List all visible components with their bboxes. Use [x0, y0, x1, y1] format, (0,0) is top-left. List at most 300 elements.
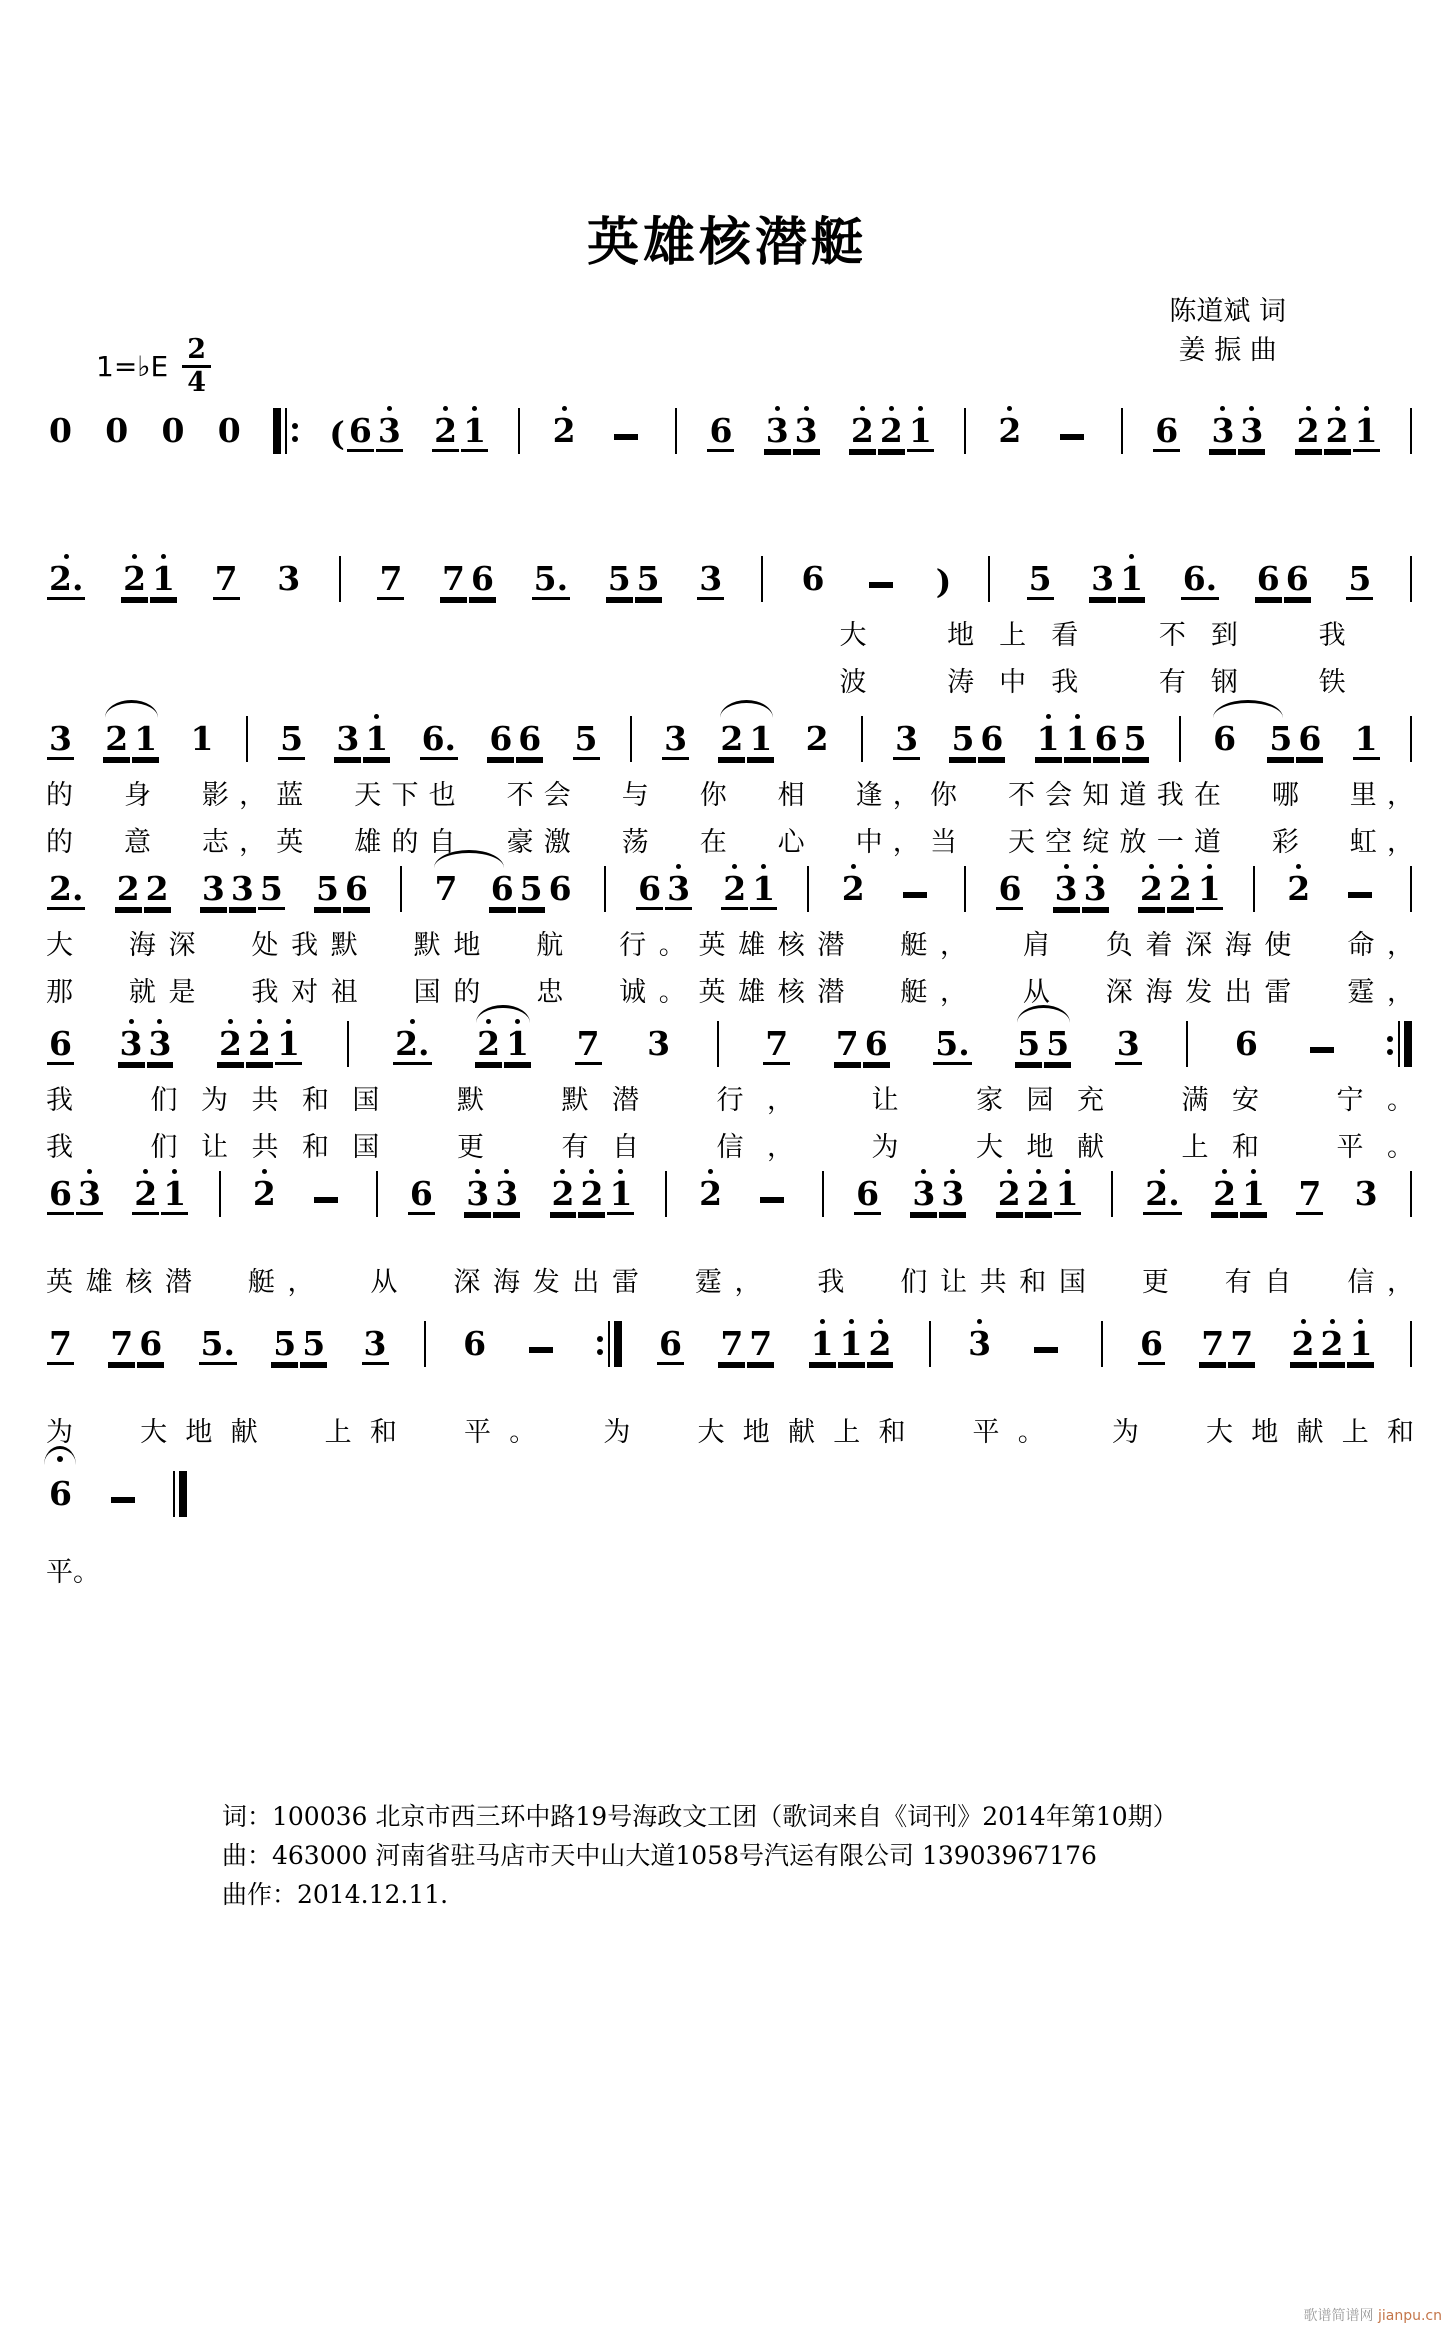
note	[132, 1165, 159, 1215]
note-number: 7	[576, 1024, 600, 1063]
note-number: 2	[123, 559, 147, 598]
note-number: 3	[895, 719, 919, 758]
octave-dot-icon	[132, 554, 137, 559]
note	[978, 710, 1005, 760]
note-number: 2	[252, 1174, 276, 1213]
beat-cell	[1352, 1165, 1381, 1221]
note	[47, 1465, 74, 1515]
note-number: 0	[217, 411, 241, 450]
footer-info	[222, 1798, 1178, 1914]
beat-cell	[171, 1471, 189, 1521]
octave-dot-icon	[676, 864, 681, 869]
note	[838, 1315, 865, 1365]
note	[47, 1165, 74, 1215]
note-number: 6.	[1182, 559, 1218, 598]
note	[300, 1315, 327, 1365]
watermark-domain: jianpu.cn	[1377, 2308, 1442, 2324]
note-number: 1	[506, 1024, 530, 1063]
music-system	[46, 1155, 1414, 1300]
note	[1196, 860, 1223, 910]
note-number: 5	[302, 1324, 326, 1363]
note-number: 1	[463, 411, 487, 450]
barline-icon	[376, 1171, 378, 1217]
note	[1118, 550, 1145, 600]
beat-cell	[1210, 710, 1239, 766]
octave-dot-icon	[286, 1019, 291, 1024]
repeat-dots-icon	[1387, 1036, 1393, 1055]
music-system	[46, 1005, 1414, 1165]
note-number: 1	[1354, 719, 1378, 758]
note-number: 7	[434, 869, 458, 908]
beat-cell	[212, 550, 241, 606]
note	[487, 710, 514, 760]
note	[275, 1015, 302, 1065]
beat-cell	[661, 710, 690, 766]
note	[1143, 1165, 1181, 1215]
note	[1053, 860, 1080, 910]
octave-dot-icon	[1046, 714, 1051, 719]
beat-cell	[392, 1015, 432, 1071]
barline-icon	[822, 1171, 824, 1217]
note-number: 6	[471, 559, 494, 598]
barline-icon	[339, 556, 341, 602]
note-number: 3	[119, 1024, 143, 1063]
beat-cell	[328, 402, 404, 458]
note-number: 6	[1234, 1024, 1258, 1063]
note	[1093, 710, 1120, 760]
beat-cell	[376, 550, 405, 606]
note-number: 5.	[200, 1324, 235, 1363]
note-number: 2	[551, 1174, 575, 1213]
beat-cell	[574, 1015, 603, 1071]
note	[275, 550, 302, 600]
notation-row	[46, 700, 1414, 766]
beat-cell	[962, 408, 968, 458]
note-number: 3	[699, 559, 723, 598]
phrase-paren: )	[935, 562, 952, 601]
beat-cell	[759, 556, 765, 606]
note-number: 5	[259, 869, 283, 908]
repeat-barline-icon	[273, 408, 281, 454]
octave-dot-icon	[1036, 1169, 1041, 1174]
note-number: 2	[1320, 1324, 1344, 1363]
note-number: 6	[638, 869, 662, 908]
note	[504, 1015, 531, 1065]
note	[1122, 710, 1149, 760]
octave-dot-icon	[1251, 1169, 1256, 1174]
beat-cell	[463, 1165, 521, 1221]
beat-cell	[103, 1497, 143, 1521]
note	[493, 1165, 520, 1215]
barline-icon	[675, 408, 677, 454]
note	[707, 402, 734, 452]
note	[271, 1315, 298, 1365]
note	[1319, 1315, 1346, 1365]
note-number: 3	[495, 1174, 519, 1213]
beat-cell	[1408, 408, 1414, 458]
beat-cell	[808, 1315, 895, 1371]
beat-cell	[696, 550, 725, 606]
note-number: 3	[667, 869, 691, 908]
repeat-barline-icon	[179, 1471, 187, 1517]
beat-cell	[131, 1165, 189, 1221]
note	[697, 550, 724, 600]
beat-cell	[895, 892, 935, 916]
lyric-row: 的 身 影，蓝 天下也 不会 与 你 相 逢，你 不会知道我在 哪 里，	[46, 780, 1414, 811]
note-number: 1	[365, 719, 389, 758]
note	[1138, 1315, 1165, 1365]
octave-dot-icon	[1207, 864, 1212, 869]
octave-dot-icon	[589, 1169, 594, 1174]
note-number: 6	[659, 1324, 683, 1363]
note-number: 3	[1354, 1174, 1378, 1213]
barline-icon	[1410, 1171, 1412, 1217]
note	[516, 710, 543, 760]
note-number: 7	[720, 1324, 744, 1363]
beat-cell	[1137, 1315, 1166, 1371]
note	[251, 1165, 278, 1215]
note-number: 5	[574, 719, 598, 758]
beat-cell	[102, 402, 131, 458]
octave-dot-icon	[262, 1169, 267, 1174]
note-number: 7	[1201, 1324, 1225, 1363]
beat-cell	[361, 1315, 390, 1371]
beat-cell	[995, 860, 1024, 916]
octave-dot-icon	[1093, 864, 1098, 869]
beat-cell	[1034, 710, 1150, 766]
repeat-barline-icon	[173, 1471, 175, 1517]
note	[747, 1315, 774, 1365]
beat-cell	[995, 1165, 1082, 1221]
note-number: 2	[145, 869, 169, 908]
barline-icon	[1101, 1321, 1103, 1367]
note	[147, 1015, 174, 1065]
beat-cell	[1408, 1171, 1414, 1221]
footer-composition-date: 曲作：2014.12.11.	[222, 1879, 449, 1909]
beat-cell	[407, 1165, 436, 1221]
note	[1296, 710, 1323, 760]
note-number: 3	[941, 1174, 965, 1213]
octave-dot-icon	[443, 406, 448, 411]
note	[229, 860, 256, 910]
note	[636, 860, 663, 910]
note	[518, 860, 545, 910]
lyric-row: 为 大地献 上和 平。 为 大地献上和 平。 为 大地献上和	[46, 1417, 1414, 1448]
note-number: 5	[519, 869, 543, 908]
beat-cell	[656, 1315, 685, 1371]
note-number: 6	[463, 1324, 487, 1363]
note-number: 2	[116, 869, 140, 908]
note-number: 3	[377, 411, 401, 450]
note	[1295, 402, 1322, 452]
beat-cell	[859, 716, 865, 766]
note	[343, 860, 370, 910]
note	[1346, 550, 1373, 600]
beat-cell	[986, 556, 992, 606]
beat-cell	[337, 556, 343, 606]
note	[115, 860, 142, 910]
note-number: 3	[363, 1324, 387, 1363]
note-number: 1	[609, 1174, 633, 1213]
octave-dot-icon	[228, 1019, 233, 1024]
beat-cell	[1180, 550, 1220, 606]
note	[933, 1015, 971, 1065]
note	[362, 1315, 389, 1365]
octave-dot-icon	[775, 406, 780, 411]
octave-dot-icon	[143, 1169, 148, 1174]
beat-cell	[244, 716, 250, 766]
sustain-dash-icon	[1310, 1047, 1334, 1053]
note	[804, 710, 831, 760]
note-number: 2.	[1145, 1174, 1180, 1213]
barline-icon	[1253, 866, 1255, 912]
beat-cell	[1352, 710, 1381, 766]
note	[376, 402, 403, 452]
octave-dot-icon	[486, 1019, 491, 1024]
note	[867, 1315, 894, 1365]
beat-cell	[422, 1321, 428, 1371]
note	[849, 402, 876, 452]
barline-icon	[518, 408, 520, 454]
note-number: 1	[1036, 719, 1060, 758]
note-number: 5	[636, 559, 660, 598]
octave-dot-icon	[64, 554, 69, 559]
note-number: 6	[1213, 719, 1237, 758]
beat-cell	[853, 1165, 882, 1221]
beat-cell	[644, 1015, 673, 1071]
barline-icon	[964, 408, 966, 454]
notation-row	[46, 1005, 1414, 1071]
time-signature-numerator: 2	[182, 336, 211, 368]
note	[551, 402, 578, 452]
note-number: 5	[1269, 719, 1293, 758]
note-number: 0	[161, 411, 185, 450]
key-signature: 1=♭E	[96, 350, 169, 384]
note-number: 2	[248, 1024, 271, 1063]
beat-cell	[635, 860, 693, 916]
note-number: 6	[49, 1024, 72, 1063]
note	[635, 550, 662, 600]
note	[1138, 860, 1165, 910]
notation-row	[46, 1155, 1414, 1221]
lyric-row: 的 意 志，英 雄的自 豪激 荡 在 心 中，当 天空绽放一道 彩 虹，	[46, 827, 1414, 859]
note	[160, 402, 187, 452]
note	[47, 402, 74, 452]
beat-cell	[663, 1171, 669, 1221]
note-number: 5	[1348, 559, 1372, 598]
note-number: 5	[273, 1324, 297, 1363]
note-number: 1	[1065, 719, 1089, 758]
note	[213, 550, 240, 600]
note	[607, 1165, 634, 1215]
note-number: 1	[134, 719, 158, 758]
note	[1285, 860, 1312, 910]
octave-dot-icon	[1064, 864, 1069, 869]
note-number: 1	[810, 1324, 834, 1363]
beat-cell	[833, 1015, 891, 1071]
music-system	[46, 700, 1414, 860]
sustain-dash-icon	[314, 1197, 338, 1203]
note	[189, 710, 216, 760]
footer-composer-address: 曲：463000 河南省驻马店市天中山大道1058号汽运有限公司 13903967176	[222, 1840, 1097, 1870]
note-number: 2	[868, 1324, 892, 1363]
note-number: 0	[105, 411, 129, 450]
note	[1228, 1315, 1255, 1365]
repeat-barline-icon	[285, 408, 287, 454]
barline-icon	[861, 716, 863, 762]
beat-cell	[909, 1165, 967, 1221]
octave-dot-icon	[1301, 1319, 1306, 1324]
composer-credit: 姜 振 曲	[1178, 335, 1277, 367]
note-number: 3	[794, 411, 818, 450]
note	[1211, 710, 1238, 760]
octave-dot-icon	[410, 1019, 415, 1024]
beat-cell	[839, 860, 868, 916]
barline-icon	[929, 1321, 931, 1367]
beat-cell	[602, 866, 608, 916]
note-number: 6	[409, 1174, 433, 1213]
fermata-dot-icon	[57, 1456, 63, 1462]
beat-cell	[1208, 402, 1266, 458]
beat-cell	[1088, 550, 1146, 606]
note	[793, 402, 820, 452]
beat-cell	[374, 1171, 380, 1221]
octave-dot-icon	[129, 1019, 134, 1024]
note	[1035, 710, 1062, 760]
octave-dot-icon	[1160, 1169, 1165, 1174]
barline-icon	[1121, 408, 1123, 454]
note-number: 5	[607, 559, 631, 598]
beat-cell	[398, 866, 404, 916]
note-number: 2.	[395, 1024, 430, 1063]
note	[432, 860, 459, 910]
note	[910, 1165, 937, 1215]
sustain-dash-icon	[760, 1197, 784, 1203]
octave-dot-icon	[1330, 1319, 1335, 1324]
note-number: 5.	[935, 1024, 970, 1063]
octave-dot-icon	[918, 406, 923, 411]
note	[1025, 1165, 1052, 1215]
note	[799, 550, 826, 600]
note-number: 1	[190, 719, 214, 758]
music-system	[46, 850, 1414, 1010]
note-number: 7	[110, 1324, 134, 1363]
beat-cell	[848, 402, 935, 458]
octave-dot-icon	[860, 406, 865, 411]
note-number: 2	[1168, 869, 1192, 908]
beat-cell	[217, 1171, 223, 1221]
note	[1089, 550, 1116, 600]
note	[475, 1015, 502, 1065]
note-number: 3	[466, 1174, 490, 1213]
beat-cell	[1340, 892, 1380, 916]
octave-dot-icon	[1007, 406, 1012, 411]
beat-cell	[1114, 1015, 1143, 1071]
note-number: 1	[1120, 559, 1144, 598]
beat-cell	[345, 1021, 351, 1071]
note-number: 3	[647, 1024, 671, 1063]
beat-cell	[114, 860, 172, 916]
beat-cell	[271, 408, 301, 458]
note	[1027, 550, 1054, 600]
beat-cell	[965, 1315, 994, 1371]
note-number: 2	[1296, 411, 1320, 450]
beat-cell	[46, 860, 86, 916]
beat-cell	[1251, 866, 1257, 916]
beat-cell	[1052, 860, 1110, 916]
notation-row	[46, 540, 1414, 606]
note-number: 7	[765, 1024, 789, 1063]
note-number: 3	[77, 1174, 101, 1213]
note-number: 2	[580, 1174, 604, 1213]
note	[118, 1015, 145, 1065]
note	[432, 402, 459, 452]
note-number: 2	[434, 411, 458, 450]
beat-cell	[1294, 402, 1381, 458]
octave-dot-icon	[1364, 406, 1369, 411]
note-number: 1	[1354, 411, 1378, 450]
note	[461, 402, 488, 452]
note	[137, 1315, 164, 1365]
beat-cell	[628, 716, 634, 766]
beat-cell	[1109, 1171, 1115, 1221]
note	[657, 1315, 684, 1365]
note	[1233, 1015, 1260, 1065]
note	[47, 1315, 74, 1365]
time-signature-denominator: 4	[187, 367, 206, 399]
note-number: 2	[105, 719, 129, 758]
lyric-row: 平。	[46, 1557, 100, 1588]
octave-dot-icon	[618, 1169, 623, 1174]
beat-cell	[46, 1315, 75, 1371]
note-number: 0	[49, 411, 72, 450]
note	[966, 1315, 993, 1365]
note	[764, 402, 791, 452]
note	[1211, 1165, 1238, 1215]
beat-cell	[46, 402, 75, 458]
note-number: 3	[1116, 1024, 1140, 1063]
repeat-dots-icon	[597, 1336, 603, 1355]
octave-dot-icon	[851, 864, 856, 869]
note-number: 7	[49, 1324, 72, 1363]
note	[246, 1015, 273, 1065]
note-number: 1	[163, 1174, 187, 1213]
note	[1324, 402, 1351, 452]
beat-cell	[216, 1015, 303, 1071]
note	[420, 710, 458, 760]
beat-cell	[1026, 1347, 1066, 1371]
note-number: 2	[1291, 1324, 1315, 1363]
barline-icon	[1179, 716, 1181, 762]
octave-dot-icon	[157, 1019, 162, 1024]
note-number: 6.	[421, 719, 457, 758]
octave-dot-icon	[87, 1169, 92, 1174]
note	[840, 860, 867, 910]
beat-cell	[1408, 716, 1414, 766]
note	[834, 1015, 861, 1065]
note	[150, 550, 177, 600]
beat-cell	[606, 434, 646, 458]
sustain-dash-icon	[1060, 434, 1084, 440]
octave-dot-icon	[257, 1019, 262, 1024]
beat-cell	[1232, 1015, 1261, 1071]
octave-dot-icon	[1075, 714, 1080, 719]
note-number: 1	[749, 719, 773, 758]
octave-dot-icon	[1358, 1319, 1363, 1324]
octave-dot-icon	[1249, 406, 1254, 411]
sustain-dash-icon	[869, 582, 893, 588]
note-number: 2	[805, 719, 829, 758]
